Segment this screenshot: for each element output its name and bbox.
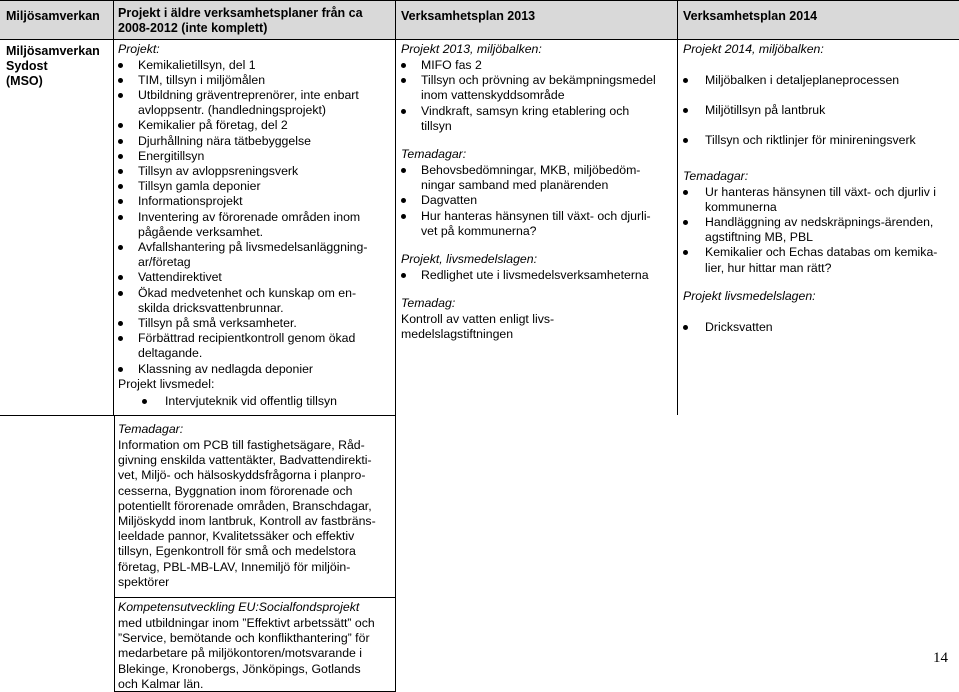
section-label-livsmedel-2014: Projekt livsmedelslagen: <box>683 288 816 303</box>
project-item: Klassning av nedlagda deponier <box>138 361 314 376</box>
temadagar-text-line: givning enskilda vattentäkter, Badvattendirekti- <box>118 453 372 468</box>
project-item: Kemikalier på företag, del 2 <box>138 118 288 133</box>
bullet-icon <box>683 250 688 255</box>
bullet-icon <box>118 184 123 189</box>
vp2013-project-item: tillsyn <box>421 118 452 133</box>
org-name-line3: (MSO) <box>6 74 43 88</box>
project-item: Utbildning gräventreprenörer, inte enbart <box>138 87 359 102</box>
header-miljosamverkan: Miljösamverkan <box>6 9 100 23</box>
temadagar-text-line: Information om PCB till fastighetsägare, Råd- <box>118 438 365 452</box>
vp2013-temadag-text: Kontroll av vatten enligt livs- <box>401 312 555 327</box>
bullet-icon <box>401 78 406 83</box>
bullet-icon <box>401 168 406 173</box>
bullet-icon <box>142 399 147 404</box>
column-divider-3 <box>395 0 396 692</box>
header-divider <box>0 39 959 40</box>
project-item: pågående verksamhet. <box>138 224 264 239</box>
project-item: ar/företag <box>138 255 191 270</box>
header-older-plans-line2: 2008-2012 (inte komplett) <box>118 21 268 35</box>
vp2013-project-item: inom vattenskyddsområde <box>421 88 565 103</box>
temadagar-text-line: tillsyn, Egenkontroll för små och medelstora <box>118 544 356 559</box>
page-number: 14 <box>933 650 948 666</box>
section-label-projekt-2014: Projekt 2014, miljöbalken: <box>683 42 824 56</box>
header-older-plans-line1: Projekt i äldre verksamhetsplaner från ca <box>118 6 363 20</box>
vp2013-project-item: MIFO fas 2 <box>421 58 482 72</box>
bullet-icon <box>118 275 123 280</box>
org-name-line2: Sydost <box>6 59 48 73</box>
project-item: Tillsyn gamla deponier <box>138 179 261 194</box>
project-item: Djurhållning nära tätbebyggelse <box>138 133 311 148</box>
vp2013-temadag-item: ningar samband med planärenden <box>421 178 609 193</box>
bullet-icon <box>118 336 123 341</box>
column-divider-4 <box>677 0 678 415</box>
header-vp2013: Verksamhetsplan 2013 <box>401 9 536 23</box>
bullet-icon <box>683 138 688 143</box>
vp2013-livsmedel-item: Redlighet ute i livsmedelsverksamheterna <box>421 268 649 282</box>
kompetens-text-line: och Kalmar län. <box>118 676 204 691</box>
kompetens-text-line: ”Service, bemötande och konflikthantering” för <box>118 631 370 646</box>
vp2014-temadag-item: lier, hur hittar man rätt? <box>705 260 832 275</box>
project-item: Energitillsyn <box>138 148 205 163</box>
temadagar-text-line: potentiellt förorenade områden, Branschdagar, <box>118 498 372 513</box>
kompetens-text-line: Blekinge, Kronobergs, Jönköpings, Gotlands <box>118 661 361 676</box>
project-item: Vattendirektivet <box>138 270 222 285</box>
bullet-icon <box>118 291 123 296</box>
bullet-icon <box>683 220 688 225</box>
row-divider <box>0 415 396 416</box>
org-name-line1: Miljösamverkan <box>6 44 100 58</box>
table-border-top <box>0 0 959 1</box>
vp2014-project-item: Miljötillsyn på lantbruk <box>705 103 826 118</box>
vp2013-temadag-item: Hur hanteras hänsynen till växt- och djurli- <box>421 208 651 223</box>
project-item: deltagande. <box>138 346 203 361</box>
project-item: Förbättrad recipientkontroll genom ökad <box>138 331 356 346</box>
bullet-icon <box>683 78 688 83</box>
vp2014-temadag-item: Ur hanteras hänsynen till växt- och djurliv i <box>705 184 937 199</box>
vp2013-temadag-item: Dagvatten <box>421 193 478 208</box>
bullet-icon <box>118 245 123 250</box>
temadagar-text-line: spektörer <box>118 574 170 589</box>
bullet-icon <box>118 169 123 174</box>
bullet-icon <box>118 93 123 98</box>
bullet-icon <box>118 199 123 204</box>
project-item: Ökad medvetenhet och kunskap om en- <box>138 285 357 300</box>
section-label-temadag-2013: Temadag: <box>401 296 456 311</box>
project-item: skilda dricksvattenbrunnar. <box>138 300 284 315</box>
temadagar-text-line: Miljöskydd inom lantbruk, Kontroll av fastbräns- <box>118 514 376 528</box>
header-vp2014: Verksamhetsplan 2014 <box>683 9 818 23</box>
bullet-icon <box>118 215 123 220</box>
bullet-icon <box>118 367 123 372</box>
project-item: Inventering av förorenade områden inom <box>138 209 361 224</box>
project-item: TIM, tillsyn i miljömålen <box>138 72 266 87</box>
project-item: Informationsprojekt <box>138 194 243 209</box>
bullet-icon <box>683 325 688 330</box>
bullet-icon <box>683 190 688 195</box>
livsmedel-item: Intervjuteknik vid offentlig tillsyn <box>165 393 338 408</box>
bullet-icon <box>118 63 123 68</box>
kompetens-text-line: medarbetare på miljökontoren/motsvarande i <box>118 646 363 661</box>
vp2013-project-item: Tillsyn och prövning av bekämpningsmedel <box>421 73 656 88</box>
vp2014-temadag-item: Kemikalier och Echas databas om kemika- <box>705 245 938 260</box>
vp2014-project-item: Miljöbalken i detaljeplaneprocessen <box>705 73 900 87</box>
section-label-projekt-livsmedel: Projekt livsmedel: <box>118 376 215 391</box>
bullet-icon <box>118 154 123 159</box>
section-label-temadagar-2014: Temadagar: <box>683 168 749 183</box>
temadagar-text-line: cesserna, Byggnation inom förorenade och <box>118 483 353 498</box>
section-label-temadagar-2013: Temadagar: <box>401 147 467 161</box>
bullet-icon <box>118 321 123 326</box>
project-item: avloppsentr. (handledningsprojekt) <box>138 103 326 118</box>
section-label-temadagar: Temadagar: <box>118 422 184 436</box>
vp2013-temadag-text: medelslagstiftningen <box>401 327 514 342</box>
project-item: Tillsyn på små verksamheter. <box>138 315 297 330</box>
project-item: Avfallshantering på livsmedelsanläggning- <box>138 239 368 254</box>
kompetens-text-line: med utbildningar inom ”Effektivt arbetssätt” och <box>118 616 375 630</box>
bullet-icon <box>401 63 406 68</box>
vp2014-livsmedel-item: Dricksvatten <box>705 319 773 334</box>
temadagar-text-line: leeldade pannor, Kvalitetssäker och effektiv <box>118 529 355 544</box>
vp2013-project-item: Vindkraft, samsyn kring etablering och <box>421 103 630 118</box>
bullet-icon <box>118 78 123 83</box>
project-item: Kemikalietillsyn, del 1 <box>138 57 256 72</box>
vp2013-temadag-item: Behovsbedömningar, MKB, miljöbedöm- <box>421 163 641 177</box>
bullet-icon <box>401 273 406 278</box>
bullet-icon <box>118 123 123 128</box>
section-label-livsmedel-2013: Projekt, livsmedelslagen: <box>401 252 538 266</box>
row-divider-2 <box>114 597 396 598</box>
section-label-projekt: Projekt: <box>118 42 160 56</box>
bullet-icon <box>401 198 406 203</box>
temadagar-text-line: vet, Miljö- och hälsoskyddsfrågorna i planpro- <box>118 468 366 483</box>
section-label-projekt-2013: Projekt 2013, miljöbalken: <box>401 42 542 56</box>
temadagar-text-line: företag, PBL-MB-LAV, Innemiljö för miljöin- <box>118 559 351 574</box>
column-divider-2 <box>114 415 115 692</box>
vp2014-temadag-item: Handläggning av nedskräpnings-ärenden, <box>705 215 934 229</box>
bullet-icon <box>401 109 406 114</box>
vp2014-temadag-item: kommunerna <box>705 199 777 214</box>
bullet-icon <box>401 214 406 219</box>
vp2013-temadag-item: vet på kommunerna? <box>421 223 537 238</box>
project-item: Tillsyn av avloppsreningsverk <box>138 163 299 178</box>
column-divider-1 <box>113 0 114 415</box>
vp2014-project-item: Tillsyn och riktlinjer för minireningsverk <box>705 133 916 148</box>
vp2014-temadag-item: agstiftning MB, PBL <box>705 230 813 245</box>
section-label-kompetensutveckling: Kompetensutveckling EU:Socialfondsprojekt <box>118 600 360 614</box>
bullet-icon <box>683 108 688 113</box>
bullet-icon <box>118 139 123 144</box>
